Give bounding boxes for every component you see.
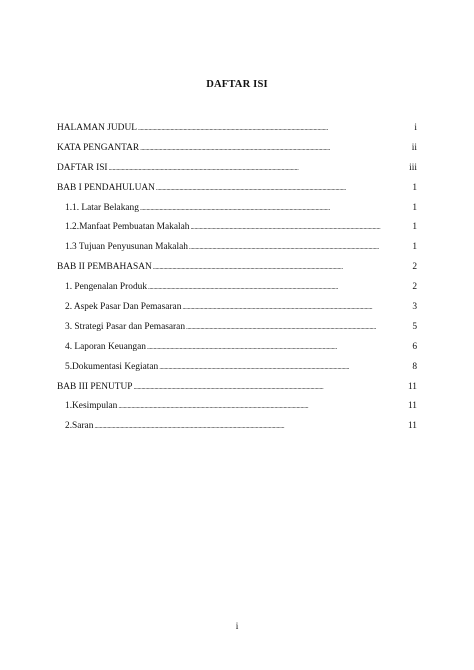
toc-leader-dots	[182, 302, 411, 313]
toc-entry-page: 2	[412, 282, 417, 293]
toc-leader-dots	[147, 342, 411, 353]
toc-entry-label: 1.2.Manfaat Pembuatan Makalah	[65, 222, 190, 233]
toc-entry	[57, 322, 417, 342]
toc-entry-page: iii	[409, 162, 417, 173]
toc-entry	[57, 421, 417, 441]
toc-entry	[57, 382, 417, 402]
toc-entry-page: 11	[407, 381, 417, 392]
toc-entry-label: 2. Aspek Pasar Dan Pemasaran	[65, 302, 182, 313]
toc-leader-dots	[148, 282, 411, 293]
toc-entry-page: 11	[407, 401, 417, 412]
toc-leader-dots	[138, 123, 413, 134]
toc-entry-label: 5.Dokumentasi Kegiatan	[65, 361, 159, 372]
toc-leader-dots	[134, 382, 407, 393]
toc-entry-label: DAFTAR ISI	[57, 162, 108, 173]
table-of-contents	[57, 123, 417, 441]
toc-entry-label: 1.Kesimpulan	[65, 401, 118, 412]
toc-leader-dots	[109, 163, 409, 174]
toc-entry-page: 2	[412, 262, 417, 273]
toc-leader-dots	[189, 242, 411, 253]
toc-leader-dots	[118, 401, 407, 412]
toc-entry	[57, 401, 417, 421]
toc-entry	[57, 163, 417, 183]
toc-entry	[57, 123, 417, 143]
toc-entry	[57, 183, 417, 203]
toc-entry	[57, 362, 417, 382]
toc-entry-label: 3. Strategi Pasar dan Pemasaran	[65, 321, 186, 332]
toc-leader-dots	[156, 183, 411, 194]
toc-entry-label: BAB I PENDAHULUAN	[57, 182, 155, 193]
toc-entry-label: BAB III PENUTUP	[57, 381, 133, 392]
toc-leader-dots	[159, 362, 411, 373]
toc-entry-page: 1	[412, 182, 417, 193]
toc-leader-dots	[153, 262, 412, 273]
toc-leader-dots	[190, 222, 411, 233]
toc-leader-dots	[94, 421, 407, 432]
page-title: DAFTAR ISI	[206, 79, 268, 90]
toc-entry-label: 1.1. Latar Belakang	[65, 202, 139, 213]
toc-entry-page: 3	[412, 302, 417, 313]
toc-entry	[57, 262, 417, 282]
toc-entry	[57, 143, 417, 163]
toc-entry-label: HALAMAN JUDUL	[57, 123, 137, 133]
toc-entry-page: 11	[407, 421, 417, 432]
toc-entry-label: KATA PENGANTAR	[57, 142, 140, 153]
toc-entry	[57, 203, 417, 223]
toc-entry	[57, 222, 417, 242]
toc-entry-label: 1.3 Tujuan Penyusunan Makalah	[65, 242, 188, 253]
toc-entry-page: 1	[412, 202, 417, 213]
toc-entry-label: 1. Pengenalan Produk	[65, 282, 148, 293]
toc-entry-label: 2.Saran	[65, 421, 94, 432]
toc-entry-page: 5	[412, 321, 417, 332]
toc-entry	[57, 302, 417, 322]
toc-entry-page: 1	[412, 242, 417, 253]
toc-entry	[57, 342, 417, 362]
toc-entry-page: 6	[412, 341, 417, 352]
toc-entry-label: BAB II PEMBAHASAN	[57, 262, 152, 273]
toc-entry-label: 4. Laporan Keuangan	[65, 341, 146, 352]
toc-entry	[57, 282, 417, 302]
toc-leader-dots	[140, 143, 411, 154]
toc-entry-page: 8	[412, 361, 417, 372]
page-number: i	[235, 622, 239, 632]
toc-entry	[57, 242, 417, 262]
toc-leader-dots	[140, 203, 411, 214]
toc-leader-dots	[186, 322, 411, 333]
toc-entry-page: 1	[412, 222, 417, 233]
toc-entry-page: i	[414, 123, 417, 133]
toc-entry-page: ii	[411, 142, 417, 153]
